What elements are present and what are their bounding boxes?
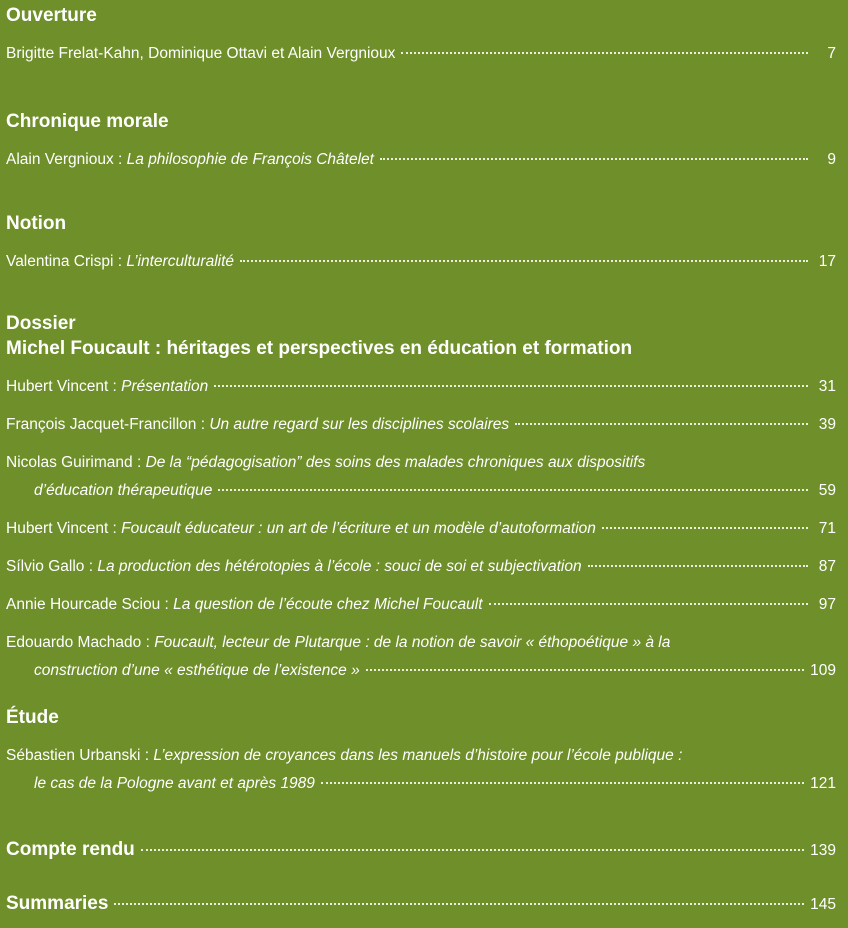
leader-dots <box>401 52 808 54</box>
page-number: 39 <box>818 416 836 433</box>
toc-entry[interactable]: Edouardo Machado : Foucault, lecteur de Plutarque : de la notion de savoir « éthopoétique » à la construction d’une « esthétique de l’existence » 109 <box>6 629 836 685</box>
toc-entry[interactable]: François Jacquet-Francillon : Un autre regard sur les disciplines scolaires 39 <box>6 411 836 439</box>
page-number: 17 <box>818 253 836 270</box>
section-title-notion: Notion <box>6 213 67 234</box>
page-number: 121 <box>810 775 836 792</box>
page-number: 7 <box>827 45 836 62</box>
page-number: 97 <box>818 596 836 613</box>
section-title-ouverture: Ouverture <box>6 5 97 26</box>
leader-dots <box>380 158 808 160</box>
toc-entry[interactable] <box>6 40 836 68</box>
separator: : <box>113 253 127 270</box>
separator: : <box>113 151 127 168</box>
leader-dots <box>588 565 808 567</box>
section-title-etude: Étude <box>6 707 59 728</box>
leader-dots <box>366 669 804 671</box>
entry-author: Annie Hourcade Sciou <box>6 596 161 613</box>
entry-title: Foucault éducateur : un art de l’écriture et un modèle d’autoformation <box>121 520 596 537</box>
leader-dots <box>489 603 809 605</box>
leader-dots <box>114 903 804 905</box>
leader-dots <box>602 527 808 529</box>
page-number: 109 <box>810 662 836 679</box>
section-title-chronique-morale: Chronique morale <box>6 111 169 132</box>
entry-title: L’interculturalité <box>126 253 235 270</box>
leader-dots <box>218 489 808 491</box>
entry-author: Sébastien Urbanski <box>6 747 141 764</box>
leader-dots <box>515 423 808 425</box>
page-number: 31 <box>818 378 836 395</box>
page-number: 71 <box>818 520 836 537</box>
entry-title: De la “pédagogisation” des soins des malades chroniques aux dispositifs <box>145 454 646 471</box>
entry-title: Présentation <box>121 378 209 395</box>
page-number: 145 <box>810 896 836 913</box>
leader-dots <box>214 385 808 387</box>
entry-title: La question de l’écoute chez Michel Foucault <box>173 596 483 613</box>
section-title-dossier: Dossier <box>6 313 76 334</box>
entry-author: Sílvio Gallo <box>6 558 85 575</box>
page-number: 87 <box>818 558 836 575</box>
entry-title: Foucault, lecteur de Plutarque : de la notion de savoir « éthopoétique » à la <box>154 634 671 651</box>
entry-author: Hubert Vincent <box>6 378 109 395</box>
toc-entry[interactable]: Hubert Vincent : Présentation 31 <box>6 373 836 401</box>
page-number: 59 <box>818 482 836 499</box>
entry-title: La production des hétérotopies à l’école : souci de soi et subjectivation <box>97 558 582 575</box>
entry-title-continued: d’éducation thérapeutique <box>34 482 213 499</box>
toc-entry[interactable] <box>6 146 836 174</box>
page-number: 9 <box>827 151 836 168</box>
toc-entry[interactable]: Annie Hourcade Sciou : La question de l’écoute chez Michel Foucault 97 <box>6 591 836 619</box>
leader-dots <box>240 260 808 262</box>
entry-author: Nicolas Guirimand <box>6 454 133 471</box>
entry-author: Valentina Crispi <box>6 253 114 270</box>
entry-author: Edouardo Machado <box>6 634 142 651</box>
entry-title-continued: le cas de la Pologne avant et après 1989 <box>34 775 315 792</box>
entry-author: François Jacquet-Francillon <box>6 416 197 433</box>
toc-entry[interactable]: Sílvio Gallo : La production des hétérotopies à l’école : souci de soi et subjectivation 87 <box>6 553 836 581</box>
entry-title-continued: construction d’une « esthétique de l’existence » <box>34 662 360 679</box>
toc-entry[interactable]: Nicolas Guirimand : De la “pédagogisation” des soins des malades chroniques aux dispositifs d’éducation thérapeutique 59 <box>6 449 836 505</box>
toc-entry[interactable] <box>6 248 836 276</box>
toc-entry[interactable]: Sébastien Urbanski : L’expression de croyances dans les manuels d’histoire pour l’école publique : le cas de la Pologne avant et après 1989 121 <box>6 742 836 798</box>
section-title-compte-rendu: Compte rendu <box>6 839 135 860</box>
entry-authors: Brigitte Frelat-Kahn, Dominique Ottavi et Alain Vergnioux <box>6 45 396 62</box>
dossier-subtitle: Michel Foucault : héritages et perspectives en éducation et formation <box>6 338 633 359</box>
page-number: 139 <box>810 842 836 859</box>
leader-dots <box>321 782 804 784</box>
toc-entry[interactable]: Hubert Vincent : Foucault éducateur : un art de l’écriture et un modèle d’autoformation 71 <box>6 515 836 543</box>
entry-author: Hubert Vincent <box>6 520 109 537</box>
entry-author: Alain Vergnioux <box>6 151 114 168</box>
toc-entry-summaries[interactable] <box>6 890 836 919</box>
leader-dots <box>141 849 804 851</box>
entry-title: La philosophie de François Châtelet <box>126 151 374 168</box>
toc-entry-compte-rendu[interactable] <box>6 836 836 865</box>
entry-title: L’expression de croyances dans les manuels d’histoire pour l’école publique : <box>153 747 683 764</box>
section-title-summaries: Summaries <box>6 893 109 914</box>
entry-title: Un autre regard sur les disciplines scolaires <box>209 416 510 433</box>
